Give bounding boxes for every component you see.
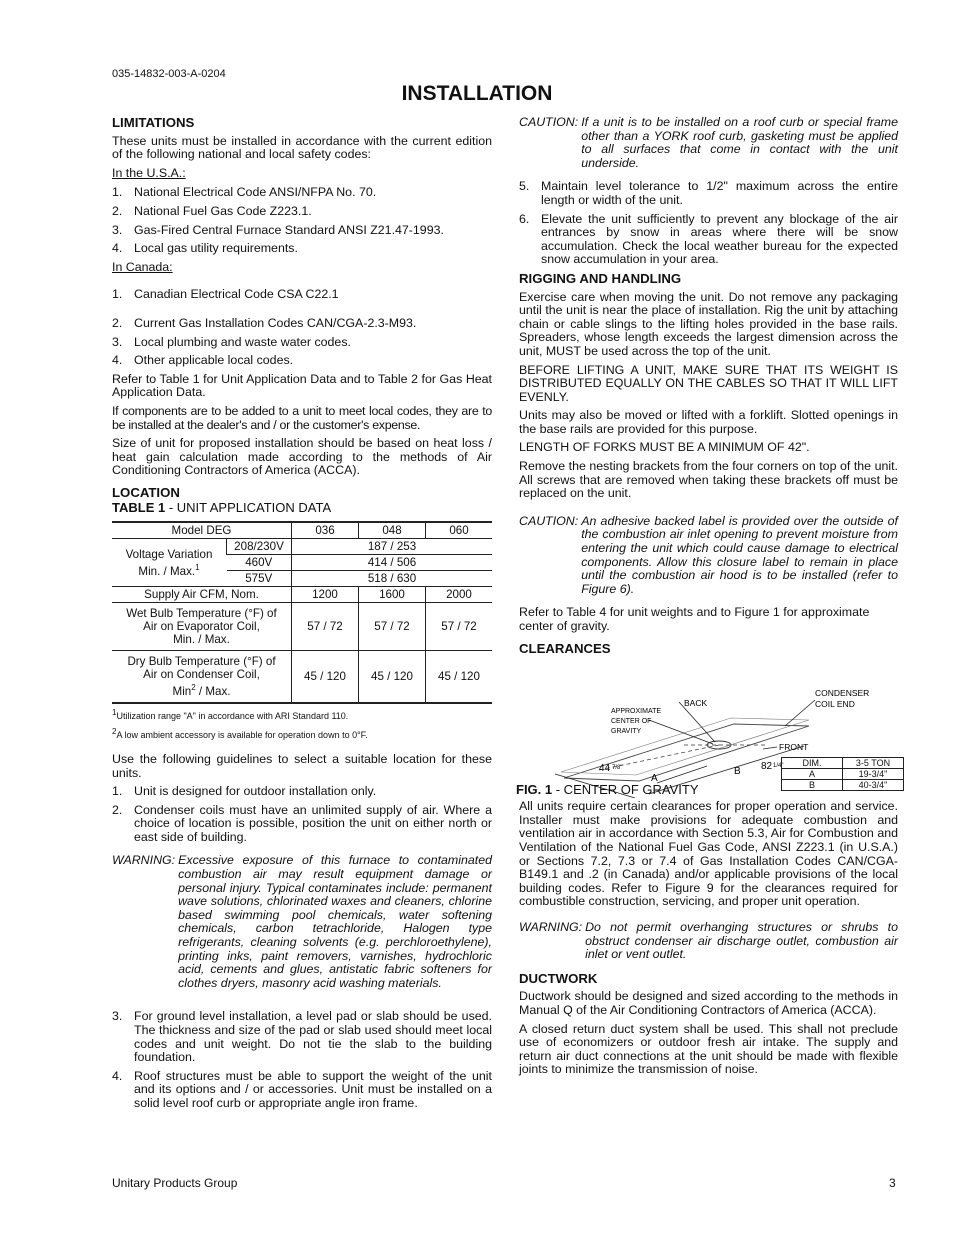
table-row <box>112 651 492 703</box>
components-paragraph: If components are to be added to a unit to meet local codes, they are to be installed at the dealer's and / or the customer's expense. <box>112 403 492 432</box>
condenser-label-2: COIL END <box>815 699 855 710</box>
list-item: 4. Local gas utility requirements. <box>112 241 298 256</box>
table-row <box>782 780 904 791</box>
ductwork-paragraph-2: A closed return duct system shall be used. This shall not preclude use of economizers or outdoor fresh air intake. The supply and return air duct connections at the unit should be made with flexible joints to minimize the transmission of noise. <box>519 1021 898 1077</box>
clearances-heading: CLEARANCES <box>519 640 611 656</box>
page-number: 3 <box>889 1176 896 1190</box>
center-of-gravity-figure <box>516 646 898 798</box>
rigging-paragraph-2: BEFORE LIFTING A UNIT, MAKE SURE THAT ITS WEIGHT IS DISTRIBUTED EQUALLY ON THE CABLES SO THAT IT WILL LIFT EVENLY. <box>519 362 898 404</box>
table-cell: 1200 <box>292 587 359 603</box>
table-footnote-2: $^2$A low ambient accessory is available for operation down to 0°F. <box>112 726 368 740</box>
list-item: 1. Canadian Electrical Code CSA C22.1 <box>112 287 339 302</box>
table-row <box>112 522 492 539</box>
unit-application-table <box>112 521 492 704</box>
location-guidelines: Use the following guidelines to select a suitable location for these units. <box>112 751 492 780</box>
table-cell: 45 / 120 <box>426 651 493 703</box>
table-cell: 414 / 506 <box>292 555 493 571</box>
document-number: 035-14832-003-A-0204 <box>112 68 226 80</box>
table-cell: 460V <box>227 555 292 571</box>
rigging-paragraph-3: Units may also be moved or lifted with a forklift. Slotted openings in the base rails are provided for this purpose. <box>519 408 898 436</box>
table-cell: Voltage Variation Min. / Max.$^1$ <box>112 539 227 587</box>
front-label: FRONT <box>779 742 809 753</box>
table-cell: 40-3/4" <box>843 780 904 791</box>
dim-b-label: B <box>734 766 741 778</box>
list-item: 1. National Electrical Code ANSI/NFPA No. 70. <box>112 185 377 200</box>
list-item: 5. Maintain level tolerance to 1/2" maximum across the entire length or width of the unit. <box>519 179 898 207</box>
rigging-paragraph-4: LENGTH OF FORKS MUST BE A MINIMUM OF 42". <box>519 440 810 455</box>
cg-label-1: APPROXIMATE <box>611 708 662 716</box>
list-item: 2. National Fuel Gas Code Z223.1. <box>112 203 312 218</box>
table-cell: 19-3/4" <box>843 769 904 780</box>
refer-tables-paragraph: Refer to Table 1 for Unit Application Data and to Table 2 for Gas Heat Application Data. <box>112 371 492 400</box>
usa-label: In the U.S.A.: <box>112 165 186 180</box>
contamination-warning: WARNING: Excessive exposure of this furnace to contaminated combustion air may result equipment damage or personal injury. Typical contaminates include: permanent wave solutions, chlorinated waxes and cleaners, chlorine based swimming pool chemicals, water softening chemicals, carbon tetrachloride, Halogen type refrigerants, cleaning solvents (e.g. perchloroethylene), printing inks, paint removers, varnishes, hydrochloric acid, cements and glues, antistatic fabric softeners for clothes dryers, masonry acid washing materials. <box>112 853 492 990</box>
dim-a-label: A <box>651 773 658 785</box>
clearances-paragraph: All units require certain clearances for proper operation and service. Installer must make provisions for adequate combustion and ventilation air in accordance with Section 5.3, Air for Combustion and Ventilation of the National Fuel Gas Code, ANSI Z223.1 (in U.S.A.) or Sections 7.2, 7.3 or 7.4 of Gas Installation Codes CAN/CGA-B149.1 and .2 (in Canada) and/or applicable provisions of the local building codes. Refer to Figure 9 for the clearances required for combustible construction, servicing, and proper unit operation. <box>519 799 898 909</box>
roof-curb-caution: CAUTION: If a unit is to be installed on a roof curb or special frame other than a YORK roof curb, gasketing must be applied to all surfaces that come in contact with the unit underside. <box>519 115 898 170</box>
cg-label-2: CENTER OF <box>611 718 652 726</box>
ductwork-paragraph-1: Ductwork should be designed and sized according to the methods in Manual Q of the Air Conditioning Contractors of America (ACCA). <box>519 989 898 1017</box>
table-cell: 57 / 72 <box>292 603 359 651</box>
table-cell: 3-5 TON <box>843 758 904 769</box>
list-item: 6. Elevate the unit sufficiently to prevent any blockage of the air entrances by snow in areas where there will be snow accumulation. Check the local weather bureau for the expected snow accumulation in your area. <box>519 211 898 267</box>
table-cell: 57 / 72 <box>426 603 493 651</box>
label-caution: CAUTION: An adhesive backed label is provided over the outside of the combustion air inlet opening to prevent moisture from entering the unit which could cause damage to electrical components. Allow this closure label to remain in place until the combustion air hood is to be installed (refer to Figure 6). <box>519 513 898 596</box>
overhang-warning: WARNING: Do not permit overhanging structures or shrubs to obstruct condenser air discharge outlet, combustion air inlet or vent outlet. <box>519 919 898 962</box>
table-cell: DIM. <box>782 758 843 769</box>
dim-left-frac: 7/8" <box>612 765 623 772</box>
dim-right-frac: 1/4" <box>773 763 784 770</box>
right-column <box>516 115 898 1082</box>
rigging-paragraph-1: Exercise care when moving the unit. Do not remove any packaging until the unit is near the place of installation. Rig the unit by attaching chain or cable slings to the lifting holes provided in the base rails. Spreaders, whose length exceeds the largest dimension across the unit, MUST be used across the top of the unit. <box>519 289 898 358</box>
list-item: 3. For ground level installation, a level pad or slab should be used. The thickness and size of the pad or slab used should meet local codes and unit weight. Do not tie the slab to the building foundation. <box>112 1009 492 1065</box>
cg-label-3: GRAVITY <box>611 728 642 736</box>
list-item: 3. Local plumbing and waste water codes. <box>112 334 351 349</box>
table-row <box>112 603 492 651</box>
table-row <box>112 539 492 555</box>
back-label: BACK <box>684 698 708 709</box>
footer-company: Unitary Products Group <box>112 1176 238 1190</box>
ductwork-heading: DUCTWORK <box>519 970 598 986</box>
location-list-a <box>112 785 492 844</box>
table-cell: 036 <box>292 522 359 539</box>
refer-table4-paragraph: Refer to Table 4 for unit weights and to Figure 1 for approximate center of gravity. <box>519 605 870 633</box>
figure-caption: FIG. 1 - CENTER OF GRAVITY <box>516 781 699 797</box>
table-cell: 1600 <box>359 587 426 603</box>
table-row <box>782 758 904 769</box>
table-cell: 048 <box>359 522 426 539</box>
front-leader <box>763 747 777 749</box>
limitations-intro: These units must be installed in accordance with the current edition of the following national and local safety codes: <box>112 133 492 162</box>
location-heading: LOCATION <box>112 484 180 500</box>
table-row <box>782 769 904 780</box>
dim-table <box>781 757 904 791</box>
table-cell: 57 / 72 <box>359 603 426 651</box>
canada-code-list <box>112 288 492 367</box>
condenser-leader <box>785 700 815 726</box>
list-item: 3. Gas-Fired Central Furnace Standard ANSI Z21.47-1993. <box>112 222 444 237</box>
table-cell: 060 <box>426 522 493 539</box>
dim-left-whole: 44 <box>599 763 611 775</box>
dim-right-whole: 82 <box>761 761 773 773</box>
table-cell: 45 / 120 <box>359 651 426 703</box>
table-cell: B <box>782 780 843 791</box>
table-cell: 187 / 253 <box>292 539 493 555</box>
table-cell: 2000 <box>426 587 493 603</box>
condenser-label-1: CONDENSER <box>815 688 870 699</box>
table1-caption: TABLE 1 - UNIT APPLICATION DATA <box>112 500 332 516</box>
list-item: 1. Unit is designed for outdoor installation only. <box>112 784 377 799</box>
table-cell: A <box>782 769 843 780</box>
rigging-heading: RIGGING AND HANDLING <box>519 270 682 286</box>
list-item: 4. Other applicable local codes. <box>112 353 294 368</box>
list-item: 4. Roof structures must be able to support the weight of the unit and its options and / or accessories. Unit must be installed on a solid level roof curb or appropriate angle iron frame. <box>112 1068 492 1110</box>
table-cell: Dry Bulb Temperature (°F) of Air on Condenser Coil, Min$^2$ / Max. <box>112 651 292 703</box>
table-cell: 518 / 630 <box>292 571 493 587</box>
unit-size-paragraph: Size of unit for proposed installation should be based on heat loss / heat gain calculation made according to the methods of Air Conditioning Contractors of America (ACCA). <box>112 436 492 478</box>
table-cell: Model DEG <box>112 522 292 539</box>
canada-label: In Canada: <box>112 259 173 274</box>
table-cell: 45 / 120 <box>292 651 359 703</box>
rigging-paragraph-5: Remove the nesting brackets from the four corners on top of the unit. All screws that are removed when taking these brackets off must be replaced on the unit. <box>519 459 898 501</box>
location-list-b <box>112 1010 492 1110</box>
location-list-c <box>519 180 898 267</box>
table-cell: Wet Bulb Temperature (°F) of Air on Evaporator Coil, Min. / Max. <box>112 603 292 651</box>
table-cell: 208/230V <box>227 539 292 555</box>
usa-code-list <box>112 186 492 255</box>
list-item: 2. Current Gas Installation Codes CAN/CGA-2.3-M93. <box>112 315 417 330</box>
table-row <box>112 587 492 603</box>
table-footnote-1: $^1$Utilization range "A" in accordance with ARI Standard 110. <box>112 707 349 721</box>
page-title: INSTALLATION <box>401 82 553 105</box>
table-cell: 575V <box>227 571 292 587</box>
list-item: 2. Condenser coils must have an unlimited supply of air. Where a choice of location is possible, position the unit on either north or east side of building. <box>112 802 492 844</box>
limitations-heading: LIMITATIONS <box>112 115 195 130</box>
left-column <box>112 116 492 1116</box>
table-cell: Supply Air CFM, Nom. <box>112 587 292 603</box>
